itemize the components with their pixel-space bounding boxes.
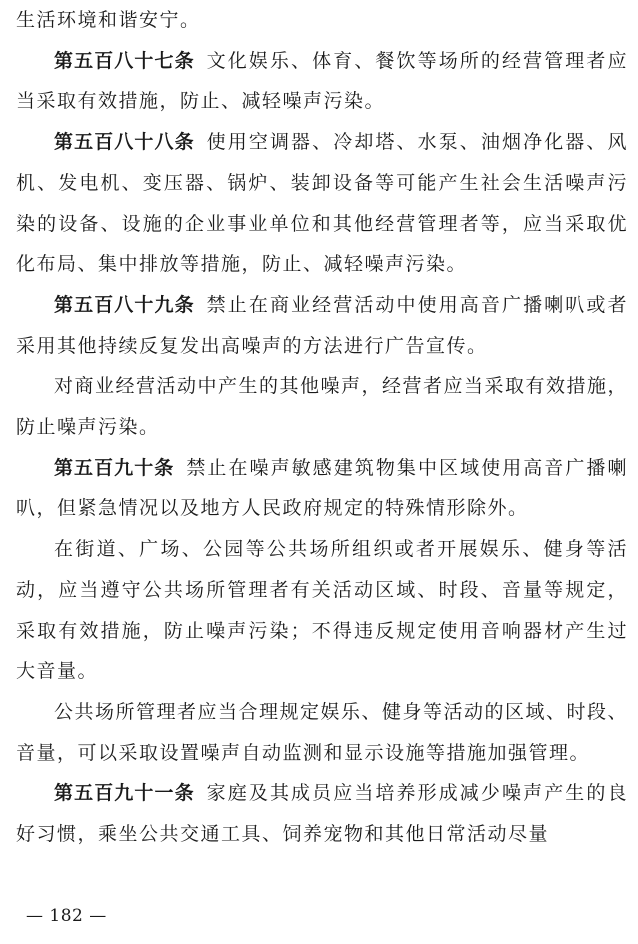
article-number: 第五百八十九条 [54, 293, 195, 316]
article-number: 第五百九十条 [54, 456, 175, 479]
paragraph-text: 生活环境和谐安宁。 [16, 9, 201, 31]
paragraph-2 [16, 122, 628, 285]
paragraph-3 [16, 285, 628, 366]
paragraph-text: 禁止在商业经营活动中使用高音广播喇叭或者采用其他持续反复发出高噪声的方法进行广告宣传。 [16, 293, 628, 357]
document-page [16, 0, 628, 855]
paragraph-text: 对商业经营活动中产生的其他噪声，经营者应当采取有效措施，防止噪声污染。 [16, 375, 629, 439]
paragraph-7 [16, 692, 628, 773]
paragraph-0 [16, 0, 628, 41]
article-number: 第五百九十一条 [54, 782, 195, 805]
paragraph-text: 使用空调器、冷却塔、水泵、油烟净化器、风机、发电机、变压器、锅炉、装卸设备等可能产生社会生活噪声污染的设备、设施的企业事业单位和其他经营管理者等，应当采取优化布局、集中排放等措施，防止、减轻噪声污染。 [16, 131, 628, 276]
paragraph-text: 家庭及其成员应当培养形成减少噪声产生的良好习惯，乘坐公共交通工具、饲养宠物和其他日常活动尽量 [16, 782, 628, 846]
paragraph-text: 公共场所管理者应当合理规定娱乐、健身等活动的区域、时段、音量，可以采取设置噪声自动监测和显示设施等措施加强管理。 [16, 700, 629, 764]
paragraph-1 [16, 41, 628, 122]
article-number: 第五百八十八条 [54, 131, 195, 154]
paragraph-8 [16, 773, 628, 854]
paragraph-6 [16, 529, 628, 692]
page-number: — 182 — [26, 906, 107, 926]
paragraph-4 [16, 366, 628, 447]
paragraph-text: 在街道、广场、公园等公共场所组织或者开展娱乐、健身等活动，应当遵守公共场所管理者有关活动区域、时段、音量等规定，采取有效措施，防止噪声污染；不得违反规定使用音响器材产生过大音量。 [16, 538, 628, 683]
paragraph-text: 禁止在噪声敏感建筑物集中区域使用高音广播喇叭，但紧急情况以及地方人民政府规定的特殊情形除外。 [16, 456, 628, 520]
article-number: 第五百八十七条 [54, 49, 195, 72]
paragraph-5 [16, 448, 628, 529]
paragraph-text: 文化娱乐、体育、餐饮等场所的经营管理者应当采取有效措施，防止、减轻噪声污染。 [16, 49, 628, 113]
